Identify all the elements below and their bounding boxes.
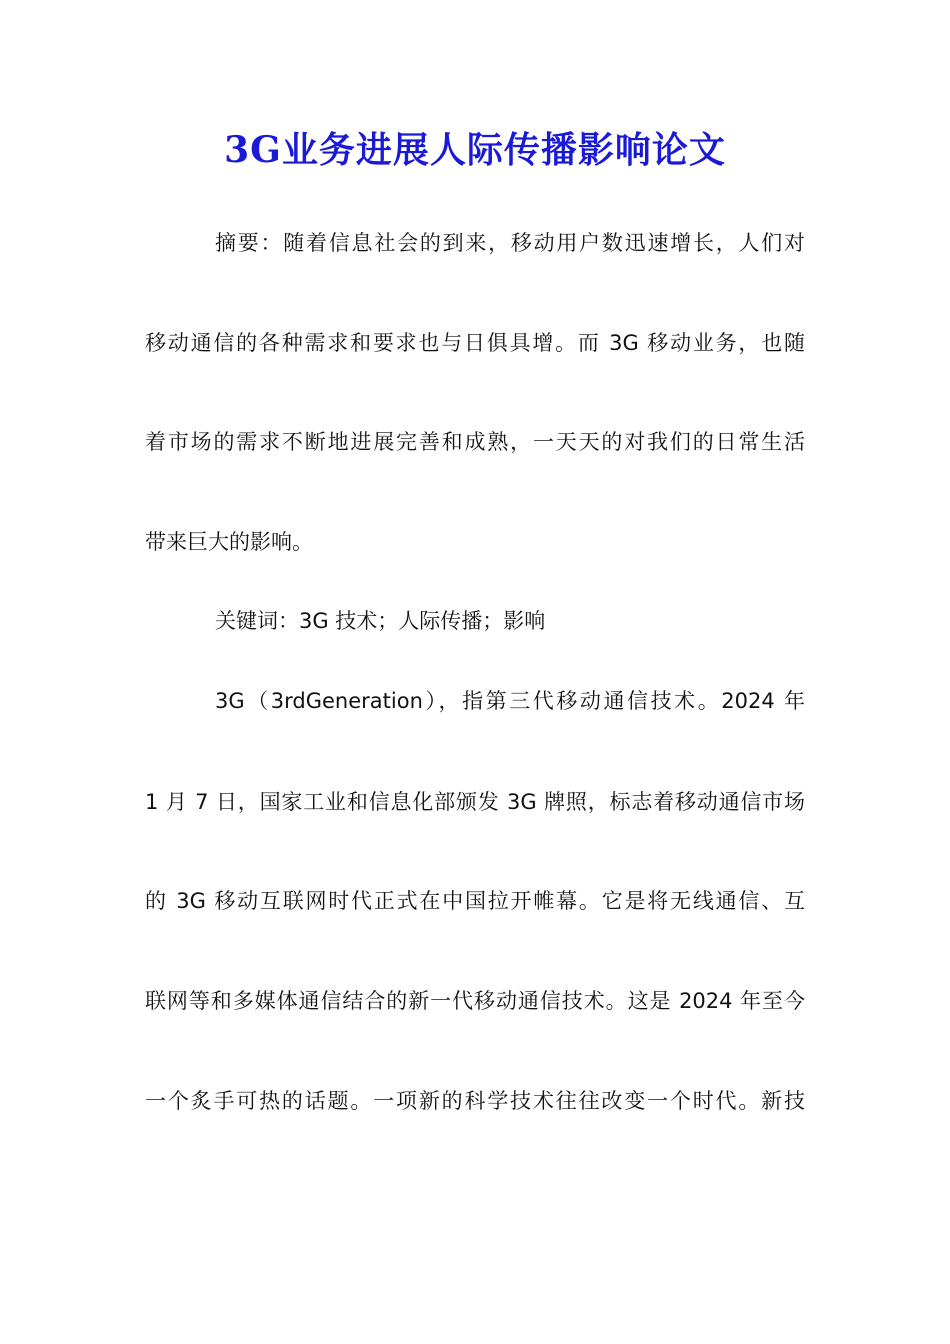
body-line-1: 3G（3rdGeneration），指第三代移动通信技术。2024 年	[215, 689, 805, 713]
body-line-5: 一个炙手可热的话题。一项新的科学技术往往改变一个时代。新技	[145, 1089, 805, 1113]
abstract-line-4: 带来巨大的影响。	[145, 530, 313, 554]
page-title: 3G业务进展人际传播影响论文	[224, 129, 726, 171]
abstract-line-3: 着市场的需求不断地进展完善和成熟，一天天的对我们的日常生活	[145, 430, 805, 454]
body-line-3: 的 3G 移动互联网时代正式在中国拉开帷幕。它是将无线通信、互	[145, 889, 805, 913]
body-line-2: 1 月 7 日，国家工业和信息化部颁发 3G 牌照，标志着移动通信市场	[145, 790, 805, 814]
keywords-line: 关键词：3G 技术；人际传播；影响	[215, 609, 546, 633]
body-line-4: 联网等和多媒体通信结合的新一代移动通信技术。这是 2024 年至今	[145, 989, 805, 1013]
abstract-line-1: 摘要：随着信息社会的到来，移动用户数迅速增长，人们对	[215, 231, 805, 255]
abstract-line-2: 移动通信的各种需求和要求也与日俱具增。而 3G 移动业务，也随	[145, 331, 805, 355]
